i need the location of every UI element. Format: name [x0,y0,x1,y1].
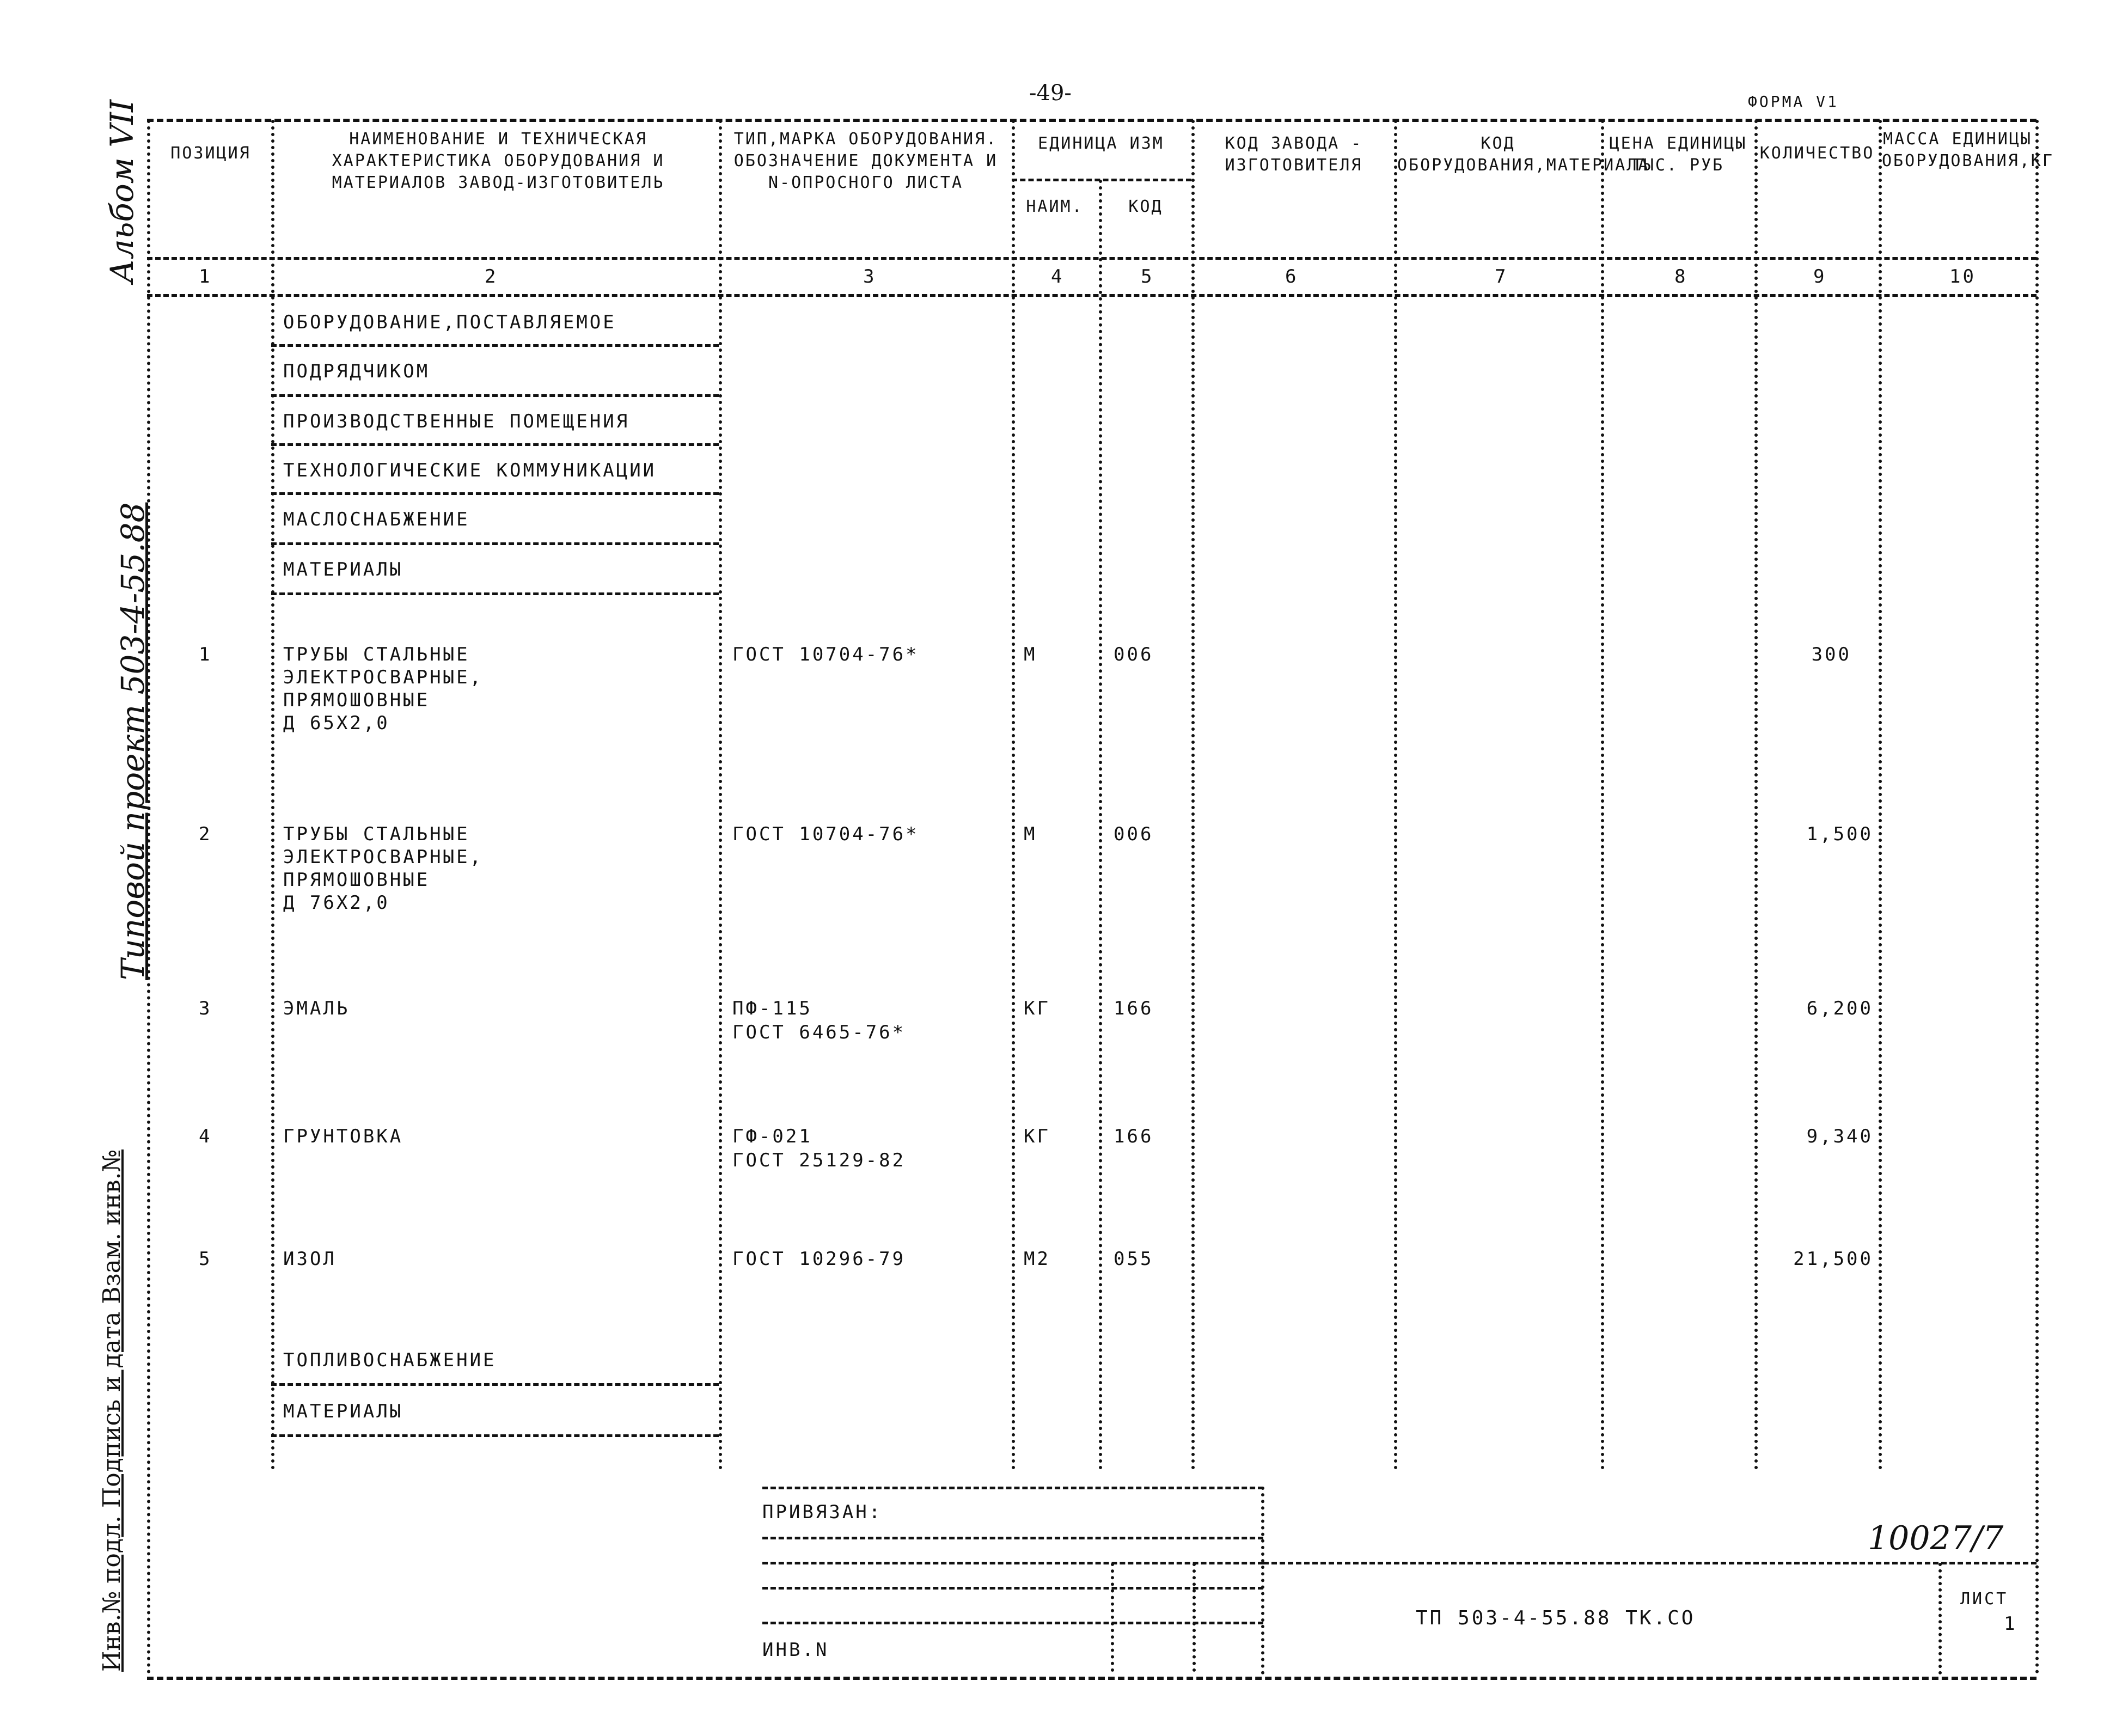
row-unit: М2 [1024,1248,1050,1270]
section-heading: ПРОИЗВОДСТВЕННЫЕ ПОМЕЩЕНИЯ [283,411,630,432]
col-line [719,120,722,1470]
header-rule [1012,179,1191,181]
header-name: НАИМЕНОВАНИЕ И ТЕХНИЧЕСКАЯ ХАРАКТЕРИСТИКА ОБОРУДОВАНИЯ И МАТЕРИАЛОВ ЗАВОД-ИЗГОТОВИТЕЛЬ [332,130,665,192]
row-doc: ГОСТ 25129-82 [732,1150,906,1171]
col-number: 3 [863,266,877,288]
row-doc: ГФ-021 [732,1126,812,1147]
stamp-divider [1193,1563,1196,1672]
row-name: ЭЛЕКТРОСВАРНЫЕ, [283,667,484,688]
col-number: 2 [485,266,498,288]
col-number: 8 [1674,266,1688,288]
stamp-rule [762,1537,1263,1539]
row-name: ТРУБЫ СТАЛЬНЫЕ [283,644,470,665]
col-number: 9 [1813,266,1827,288]
header-quantity: КОЛИЧЕСТВО [1759,144,1875,163]
header-equipment-code: КОД ОБОРУДОВАНИЯ,МАТЕРИАЛА [1397,134,1650,175]
col-line [1191,120,1195,1470]
section-heading: ПОДРЯДЧИКОМ [283,360,430,382]
header-type: ТИП,МАРКА ОБОРУДОВАНИЯ. ОБОЗНАЧЕНИЕ ДОКУМЕНТА И N-ОПРОСНОГО ЛИСТА [733,130,998,192]
stamp-rule [762,1562,1263,1564]
row-code: 006 [1114,644,1154,665]
row-name: ЭЛЕКТРОСВАРНЫЕ, [283,846,484,868]
col-number: 4 [1051,266,1065,288]
album-label: Альбом VII [103,100,140,283]
header-rule [147,294,2037,297]
section-heading: ТОПЛИВОСНАБЖЕНИЕ [283,1349,497,1371]
section-rule [271,492,719,495]
header-unit: ЕДИНИЦА ИЗМ [1038,134,1164,153]
row-quantity: 300 [1811,644,1851,665]
row-unit: М [1024,823,1037,845]
sheet-number: 1 [2004,1613,2017,1635]
header-position: ПОЗИЦИЯ [170,144,251,163]
row-doc: ГОСТ 10296-79 [732,1248,906,1270]
section-rule [271,542,719,545]
col-number: 10 [1949,266,1976,288]
section-rule [271,592,719,595]
section-heading: ТЕХНОЛОГИЧЕСКИЕ КОММУНИКАЦИИ [283,460,657,481]
col-line [1879,120,1882,1470]
table-frame [147,119,2054,1680]
section-heading: МАСЛОСНАБЖЕНИЕ [283,509,470,530]
form-label: ФОРМА V1 [1748,93,1839,111]
stamp-divider [1938,1563,1942,1674]
stamp-bound-label: ПРИВЯЗАН: [762,1501,883,1523]
header-factory-code: КОД ЗАВОДА - ИЗГОТОВИТЕЛЯ [1225,134,1363,175]
col-number: 7 [1495,266,1508,288]
stamp-rule [762,1587,1263,1590]
row-doc: ПФ-115 [732,998,812,1019]
row-unit: КГ [1024,998,1050,1019]
col-line [1099,180,1102,1470]
header-price: ЦЕНА ЕДИНИЦЫ ТЫС. РУБ [1609,134,1747,175]
row-position: 4 [199,1126,212,1147]
stamp-divider [1261,1487,1264,1674]
row-quantity: 9,340 [1806,1126,1873,1147]
stamp-rule [762,1622,1263,1624]
sheet-label: ЛИСТ [1960,1590,2009,1609]
row-code: 166 [1114,1126,1154,1147]
project-label: Типовой проект 503-4-55.88 [114,502,151,980]
row-unit: КГ [1024,1126,1050,1147]
section-rule [271,1434,719,1437]
header-unit-name: НАИМ. [1026,197,1084,216]
row-position: 1 [199,644,212,665]
row-name: ЭМАЛЬ [283,998,350,1019]
row-position: 2 [199,823,212,845]
section-rule [271,1383,719,1386]
stamp-inv-label: ИНВ.N [762,1639,829,1661]
col-line [147,120,150,1674]
section-rule [271,344,719,347]
handwritten-number: 10027/7 [1868,1519,2004,1557]
stamp-rule [1263,1562,2037,1564]
col-number: 5 [1141,266,1154,288]
section-heading: МАТЕРИАЛЫ [283,1401,403,1422]
stamp-divider [1111,1563,1114,1672]
row-doc: ГОСТ 10704-76* [732,823,919,845]
page-number: -49- [1029,81,1072,106]
header-unit-code: КОД [1128,197,1163,216]
row-quantity: 1,500 [1806,823,1873,845]
row-name: ГРУНТОВКА [283,1126,403,1147]
row-name: ТРУБЫ СТАЛЬНЫЕ [283,823,470,845]
row-position: 5 [199,1248,212,1270]
col-line [271,120,274,1470]
row-quantity: 6,200 [1806,998,1873,1019]
section-rule [271,443,719,446]
col-number: 1 [199,266,212,288]
section-heading: МАТЕРИАЛЫ [283,559,403,580]
stamp-rule [762,1487,1263,1489]
row-name: ИЗОЛ [283,1248,337,1270]
row-name: Д 65Х2,0 [283,712,390,734]
row-code: 055 [1114,1248,1154,1270]
inventory-label: Инв.№ подл. Подпись и дата Взам. инв.№ [98,1149,126,1672]
row-code: 006 [1114,823,1154,845]
col-number: 6 [1285,266,1299,288]
row-name: ПРЯМОШОВНЫЕ [283,689,430,711]
col-line [1601,120,1604,1470]
row-doc: ГОСТ 6465-76* [732,1022,906,1043]
col-line [2035,120,2039,1674]
document-code: ТП 503-4-55.88 ТК.СО [1416,1607,1696,1629]
col-line [1012,120,1015,1470]
row-name: ПРЯМОШОВНЫЕ [283,869,430,891]
section-rule [271,394,719,397]
col-line [1394,120,1397,1470]
row-unit: М [1024,644,1037,665]
row-code: 166 [1114,998,1154,1019]
section-heading: ОБОРУДОВАНИЕ,ПОСТАВЛЯЕМОЕ [283,311,616,333]
row-name: Д 76Х2,0 [283,892,390,914]
header-rule [147,257,2037,260]
row-quantity: 21,500 [1793,1248,1873,1270]
row-position: 3 [199,998,212,1019]
header-mass: МАССА ЕДИНИЦЫ ОБОРУДОВАНИЯ,КГ [1882,130,2054,170]
col-line [1754,120,1758,1470]
row-doc: ГОСТ 10704-76* [732,644,919,665]
